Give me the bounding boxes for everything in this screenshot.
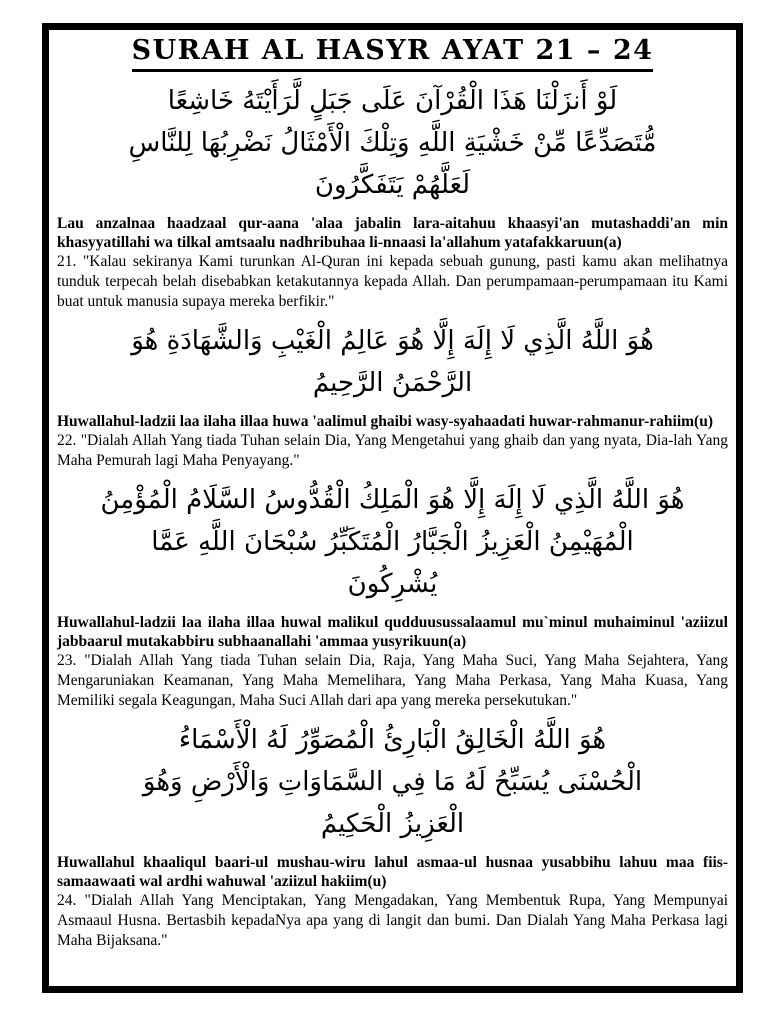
transliteration-23: Huwallahul-ladzii laa ilaha illaa huwal malikul qudduusussalaamul mu`minul muhaiminul 'aziizul jabbaarul mutakabbiru subhaanallahi 'ammaa yusyrikuun(a) <box>57 614 728 650</box>
translation-23: 23. "Dialah Allah Yang tiada Tuhan selain Dia, Raja, Yang Maha Suci, Yang Maha Sejahtera, Yang Mengaruniakan Keamanan, Yang Maha Memelihara, Yang Maha Perkasa, Yang Maha Kuasa, Yang Memiliki segala Keagungan, Maha Suci Allah dari apa yang mereka persekutukan." <box>57 652 728 709</box>
arabic-verse-21 <box>57 80 728 206</box>
arabic-line: هُوَ اللَّهُ الْخَالِقُ الْبَارِئُ الْمُصَوِّرُ لَهُ الْأَسْمَاءُ <box>178 725 607 755</box>
arabic-line: الرَّحْمَنُ الرَّحِيمُ <box>312 368 473 398</box>
translation-24: 24. "Dialah Allah Yang Menciptakan, Yang Mengadakan, Yang Membentuk Rupa, Yang Mempunyai Asmaaul Husna. Bertasbih kepadaNya apa yang di langit dan bumi. Dan Dialah Yang Maha Perkasa lagi Maha Bijaksana." <box>57 892 728 949</box>
transliteration-22: Huwallahul-ladzii laa ilaha illaa huwa 'aalimul ghaibi wasy-syahaadati huwar-rahmanur-rahiim(u) <box>57 413 713 430</box>
arabic-line: مُّتَصَدِّعًا مِّنْ خَشْيَةِ اللَّهِ وَتِلْكَ الْأَمْثَالُ نَضْرِبُهَا لِلنَّاسِ <box>128 128 657 158</box>
verse-section-22 <box>57 320 728 471</box>
arabic-line: الْمُهَيْمِنُ الْعَزِيزُ الْجَبَّارُ الْمُتَكَبِّرُ سُبْحَانَ اللَّهِ عَمَّا <box>151 527 634 557</box>
arabic-line: يُشْرِكُونَ <box>347 569 438 599</box>
transliteration-21: Lau anzalnaa haadzaal qur-aana 'alaa jabalin lara-aitahuu khaasyi'an mutashaddi'an min khasyyatillahi wa tilkal amtsaalu nadhribuhaa li-nnaasi la'allahum yatafakkaruun(a) <box>57 215 728 251</box>
verse-section-24 <box>57 719 728 951</box>
arabic-line: الْحُسْنَى يُسَبِّحُ لَهُ مَا فِي السَّمَاوَاتِ وَالْأَرْضِ وَهُوَ <box>142 767 643 797</box>
arabic-verse-23 <box>57 479 728 605</box>
arabic-line: هُوَ اللَّهُ الَّذِي لَا إِلَهَ إِلَّا هُوَ عَالِمُ الْغَيْبِ وَالشَّهَادَةِ هُوَ <box>131 326 654 356</box>
translation-22: 22. "Dialah Allah Yang tiada Tuhan selain Dia, Yang Mengetahui yang ghaib dan yang nyata, Dia-lah Yang Maha Pemurah lagi Maha Penyayang." <box>57 432 728 469</box>
page-title <box>57 34 728 72</box>
translation-21: 21. "Kalau sekiranya Kami turunkan Al-Quran ini kepada sebuah gunung, pasti kamu akan melihatnya tunduk terpecah belah disebabkan ketakutannya kepada Allah. Dan perumpamaan-perumpamaan itu Kami buat untuk manusia supaya mereka berfikir." <box>57 253 728 310</box>
page-title-text: SURAH AL HASYR AYAT 21 – 24 <box>132 34 654 72</box>
arabic-line: لَوْ أَنزَلْنَا هَذَا الْقُرْآنَ عَلَى جَبَلٍ لَّرَأَيْتَهُ خَاشِعًا <box>167 86 618 116</box>
verse-section-23 <box>57 479 728 711</box>
arabic-line: لَعَلَّهُمْ يَتَفَكَّرُونَ <box>314 170 471 200</box>
arabic-line: هُوَ اللَّهُ الَّذِي لَا إِلَهَ إِلَّا هُوَ الْمَلِكُ الْقُدُّوسُ السَّلَامُ الْمُؤْمِنُ <box>100 485 685 515</box>
page-border-frame <box>42 23 743 993</box>
verse-section-21 <box>57 80 728 312</box>
arabic-verse-24 <box>57 719 728 845</box>
arabic-line: الْعَزِيزُ الْحَكِيمُ <box>320 809 465 839</box>
arabic-verse-22 <box>57 320 728 404</box>
transliteration-24: Huwallahul khaaliqul baari-ul mushau-wiru lahul asmaa-ul husnaa yusabbihu lahuu maa fiis-samaawaati wal ardhi wahuwal 'aziizul hakiim(u) <box>57 854 728 890</box>
